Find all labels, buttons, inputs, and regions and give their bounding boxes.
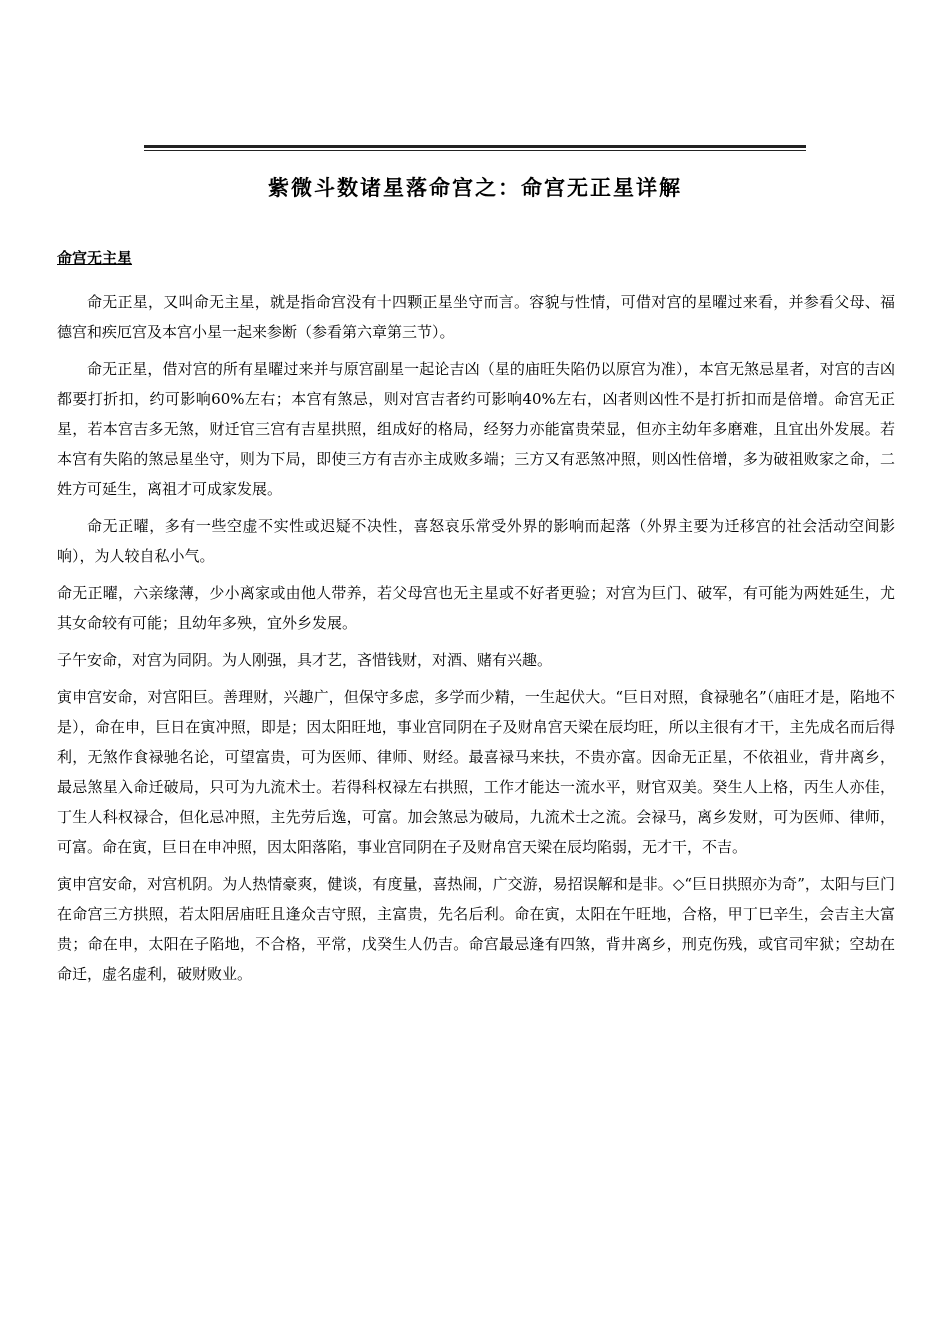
header-rule-thick	[144, 145, 806, 148]
paragraph: 命无正星，借对宫的所有星曜过来并与原宫副星一起论吉凶（星的庙旺失陷仍以原宫为准），本宫无煞忌星者，对宫的吉凶都要打折扣，约可影响60%左右；本宫有煞忌，则对宫吉者约可影响40%左右，凶者则凶性不是打折扣而是倍增。命宫无正星，若本宫吉多无煞，财迁官三宫有吉星拱照，组成好的格局，经努力亦能富贵荣显，但亦主幼年多磨难，且宜出外发展。若本宫有失陷的煞忌星坐守，则为下局，即使三方有吉亦主成败多端；三方又有恶煞冲照，则凶性倍增，多为破祖败家之命，二姓方可延生，离祖才可成家发展。	[57, 360, 895, 498]
paragraph: 命无正曜，六亲缘薄，少小离家或由他人带养，若父母宫也无主星或不好者更验；对宫为巨门、破军，有可能为两姓延生，尤其女命较有可能；且幼年多殃，宜外乡发展。	[57, 584, 895, 632]
body-text	[57, 287, 895, 996]
paragraph: 命无正曜，多有一些空虚不实性或迟疑不决性，喜怒哀乐常受外界的影响而起落（外界主要为迁移宫的社会活动空间影响），为人较自私小气。	[57, 517, 895, 565]
paragraph: 命无正星，又叫命无主星，就是指命宫没有十四颗正星坐守而言。容貌与性情，可借对宫的星曜过来看，并参看父母、福德宫和疾厄宫及本宫小星一起来参断（参看第六章第三节）。	[57, 293, 895, 341]
paragraph: 寅申宫安命，对宫机阴。为人热情豪爽，健谈，有度量，喜热闹，广交游，易招误解和是非。◇“巨日拱照亦为奇”，太阳与巨门在命宫三方拱照，若太阳居庙旺且逢众吉守照，主富贵，先名后利。命在寅，太阳在午旺地，合格，甲丁巳辛生，会吉主大富贵；命在申，太阳在子陷地，不合格，平常，戊癸生人仍吉。命宫最忌逢有四煞，背井离乡，刑克伤残，或官司牢狱；空劫在命迁，虚名虚利，破财败业。	[57, 875, 895, 983]
header-rule-thin	[144, 150, 806, 151]
paragraph: 寅申宫安命，对宫阳巨。善理财，兴趣广，但保守多虑，多学而少精，一生起伏大。“巨日对照，食禄驰名”（庙旺才是，陷地不是），命在申，巨日在寅冲照，即是；因太阳旺地，事业宫同阴在子及财帛宫天梁在辰均旺，所以主很有才干，主先成名而后得利，无煞作食禄驰名论，可望富贵，可为医师、律师、财经。最喜禄马来扶，不贵亦富。因命无正星，不依祖业，背井离乡，最忌煞星入命迁破局，只可为九流术士。若得科权禄左右拱照，工作才能达一流水平，财官双美。癸生人上格，丙生人亦佳，丁生人科权禄合，但化忌冲照，主先劳后逸，可富。加会煞忌为破局，九流术士之流。会禄马，离乡发财，可为医师、律师，可富。命在寅，巨日在申冲照，因太阳落陷，事业宫同阴在子及财帛宫天梁在辰均陷弱，无才干，不吉。	[57, 688, 895, 856]
document-title: 紫微斗数诸星落命宫之：命宫无正星详解	[268, 176, 682, 200]
section-heading: 命宫无主星	[57, 249, 133, 267]
paragraph: 子午安命，对宫为同阴。为人刚强，具才艺，吝惜钱财，对酒、赌有兴趣。	[57, 651, 553, 669]
